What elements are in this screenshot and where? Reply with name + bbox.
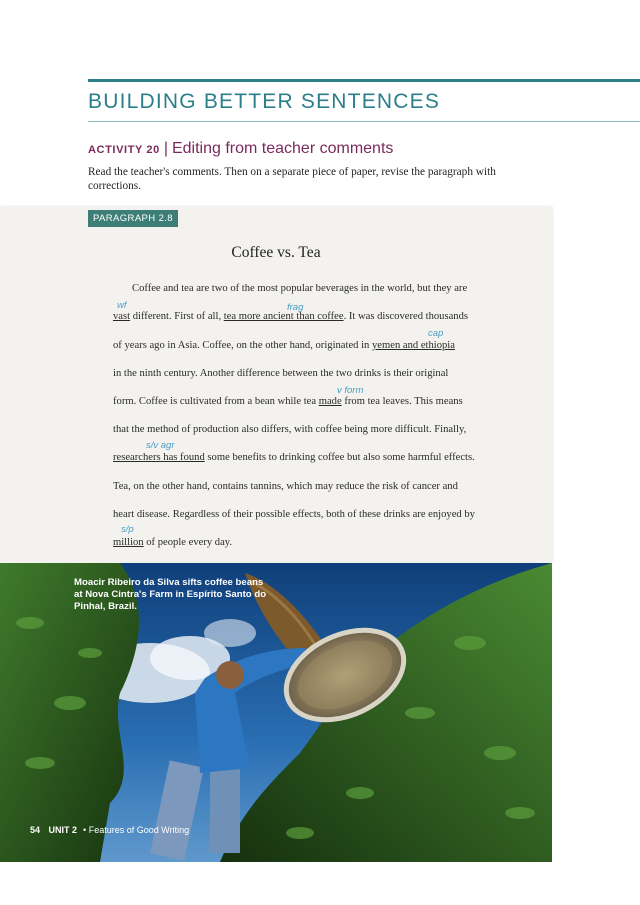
unit-label: UNIT 2 [48, 825, 78, 835]
paragraph-line: Tea, on the other hand, contains tannins, which may reduce the risk of cancer and [113, 481, 458, 492]
paragraph-line: heart disease. Regardless of their possible effects, both of these drinks are enjoyed by [113, 509, 475, 520]
activity-header [88, 140, 393, 158]
paragraph-line: million of people every day. [113, 537, 233, 548]
paragraph-line: researchers has found some benefits to drinking coffee but also some harmful effects. [113, 452, 475, 463]
activity-title: Editing from teacher comments [171, 140, 394, 157]
error-sp: million [113, 537, 144, 548]
section-underline [88, 121, 640, 122]
photo-caption: Moacir Ribeiro da Silva sifts coffee beans at Nova Cintra's Farm in Espírito Santo do Pinhal, Brazil. [74, 577, 267, 612]
correction-cap: cap [428, 328, 444, 339]
paragraph-tag: PARAGRAPH 2.8 [88, 210, 178, 227]
correction-v-form: v form [337, 385, 364, 396]
unit-title: Features of Good Writing [88, 825, 190, 835]
paragraph-line: Coffee and tea are two of the most popular beverages in the world, but they are [132, 283, 468, 294]
page-footer [30, 825, 189, 835]
section-title: BUILDING BETTER SENTENCES [88, 90, 441, 113]
error-cap: yemen and ethiopia [372, 340, 455, 351]
paragraph-line: vast different. First of all, tea more ancient than coffee. It was discovered thousands [113, 311, 469, 322]
paragraph-line: that the method of production also differs, with coffee being more difficult. Finally, [113, 424, 467, 435]
paragraph-line: in the ninth century. Another difference between the two drinks is their original [113, 368, 449, 379]
activity-number: ACTIVITY 20 [88, 144, 160, 156]
error-frag: tea more ancient than coffee [223, 311, 344, 322]
activity-separator: | [163, 140, 168, 157]
paragraph-line: form. Coffee is cultivated from a bean while tea made from tea leaves. This means [113, 396, 463, 407]
paragraph-line: of years ago in Asia. Coffee, on the other hand, originated in yemen and ethiopia [113, 340, 455, 351]
correction-sv-agr: s/v agr [146, 440, 175, 451]
page-number: 54 [30, 825, 41, 835]
header-rule [88, 79, 640, 82]
footer-bullet: • [83, 825, 87, 835]
error-wf: vast [113, 311, 131, 322]
error-v-form: made [318, 396, 342, 407]
error-sv-agr: researchers has found [113, 452, 205, 463]
paragraph-heading: Coffee vs. Tea [231, 244, 321, 261]
correction-wf: wf [117, 300, 127, 311]
instructions: Read the teacher's comments. Then on a separate piece of paper, revise the paragraph with corrections. [88, 166, 496, 192]
correction-sp: s/p [121, 524, 134, 535]
correction-frag: frag [287, 302, 304, 313]
